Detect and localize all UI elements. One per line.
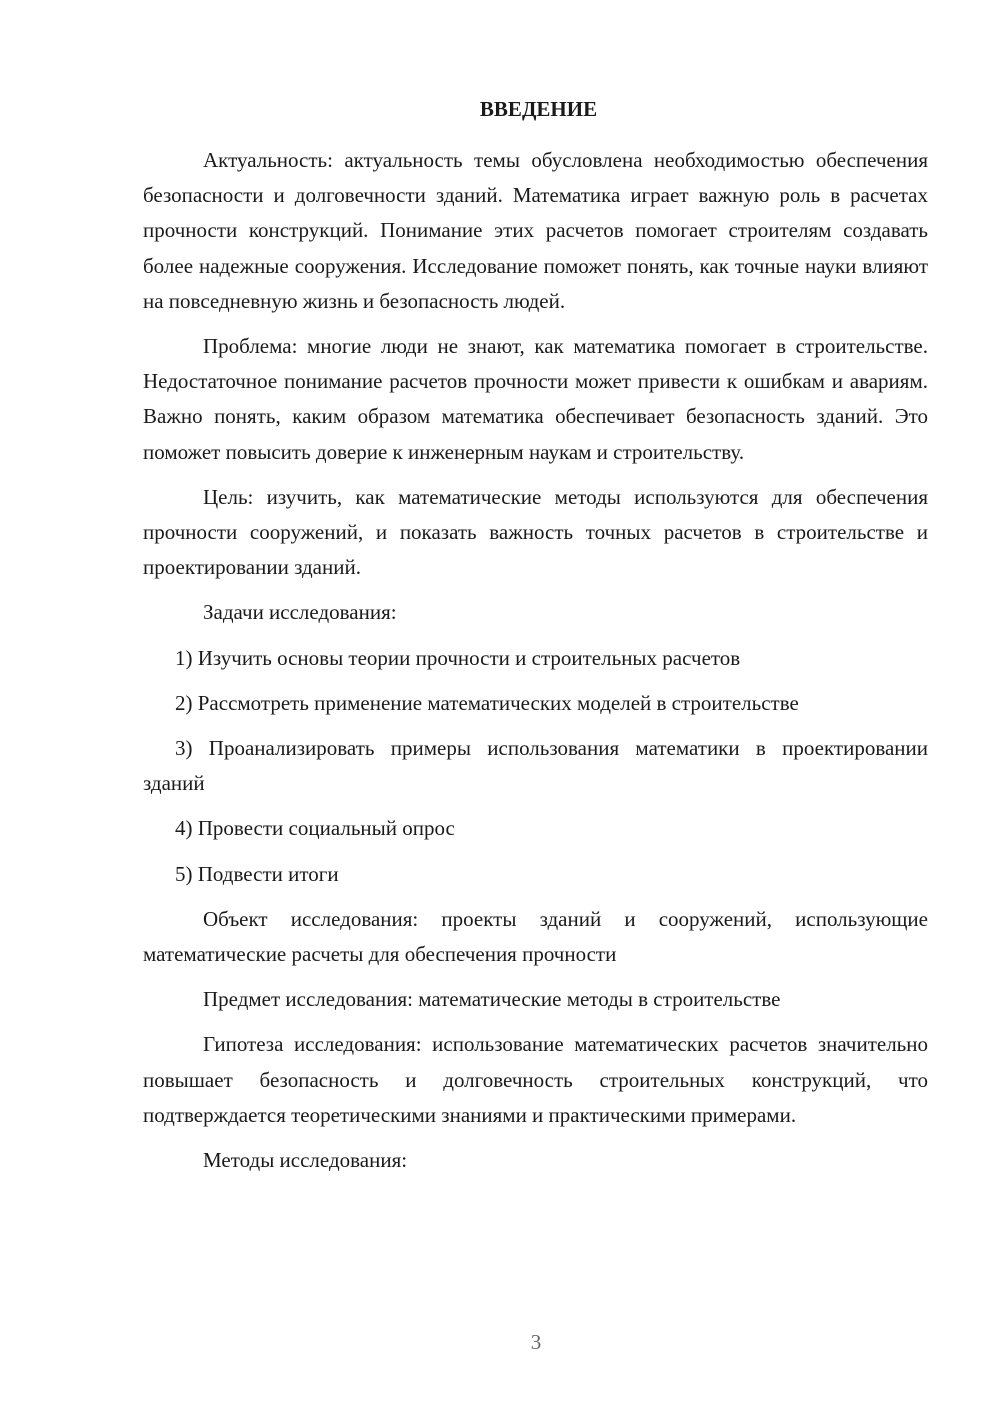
page-number: 3 [530, 1330, 542, 1354]
paragraph-goal: Цель: изучить, как математические методы используются для обеспечения прочности сооружений, и показать важность точных расчетов в строительстве и проектировании зданий. [143, 484, 928, 580]
tasks-heading: Задачи исследования: [203, 600, 397, 625]
paragraph-problem: Проблема: многие люди не знают, как математика помогает в строительстве. Недостаточное понимание расчетов прочности может привести к ошибкам и авариям. Важно понять, каким образом математика обеспечивает безопасность зданий. Это поможет повысить доверие к инженерным наукам и строительству. [143, 334, 928, 464]
task-item-4: 4) Провести социальный опрос [175, 816, 455, 841]
paragraph-subject: Предмет исследования: математические методы в строительстве [203, 987, 781, 1012]
paragraph-hypothesis: Гипотеза исследования: использование математических расчетов значительно повышает безопасность и долговечность строительных конструкций, что подтверждается теоретическими знаниями и практическими примерами. [143, 1032, 928, 1127]
task-item-1: 1) Изучить основы теории прочности и строительных расчетов [175, 645, 741, 670]
page-title: ВВЕДЕНИЕ [479, 97, 598, 121]
document-page [143, 92, 928, 1188]
task-item-2: 2) Рассмотреть применение математических моделей в строительстве [175, 690, 799, 715]
paragraph-relevance: Актуальность: актуальность темы обусловлена необходимостью обеспечения безопасности и долговечности зданий. Математика играет важную роль в расчетах прочности конструкций. Понимание этих расчетов помогает строителям создавать более надежные сооружения. Исследование поможет понять, как точные науки влияют на повседневную жизнь и безопасность людей. [143, 148, 928, 313]
methods-heading: Методы исследования: [203, 1148, 408, 1173]
paragraph-object: Объект исследования: проекты зданий и сооружений, использующие математические расчеты для обеспечения прочности [143, 906, 928, 967]
task-item-5: 5) Подвести итоги [175, 861, 339, 886]
task-item-3: 3) Проанализировать примеры использования математики в проектировании зданий [143, 736, 928, 796]
